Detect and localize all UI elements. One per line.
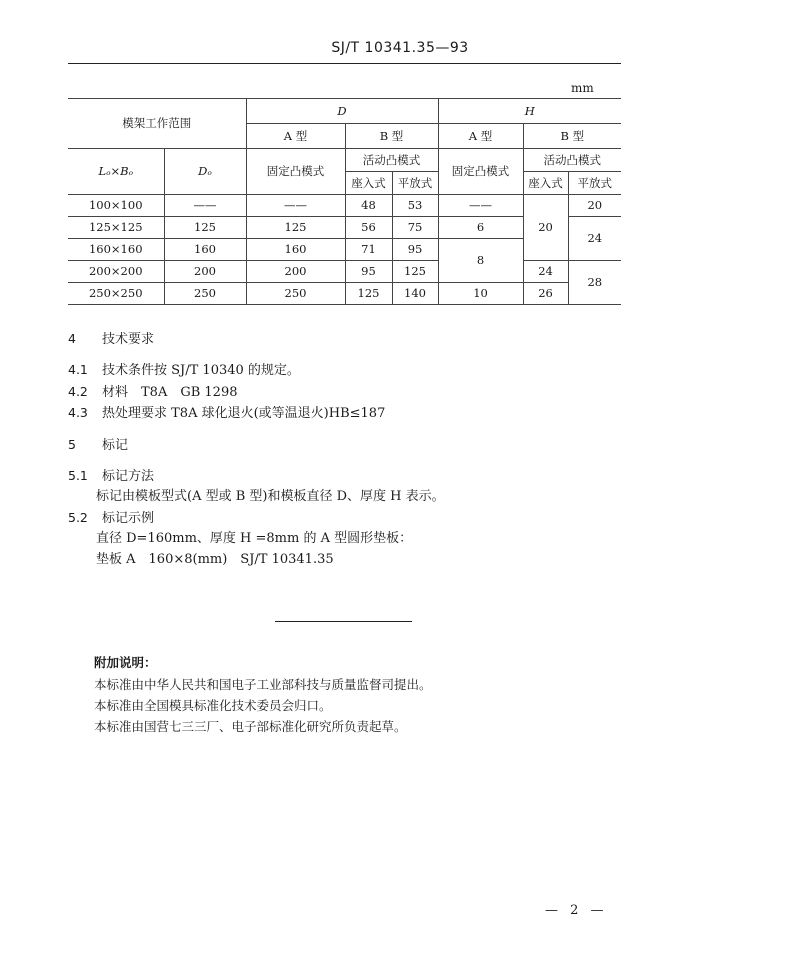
clause-number: 5.1 bbox=[68, 468, 88, 483]
section-title: 技术要求 bbox=[102, 332, 155, 347]
header-range: 模架工作范围 bbox=[68, 99, 246, 149]
cell-d-a: 125 bbox=[246, 217, 345, 239]
cell-d0: 250 bbox=[164, 283, 246, 305]
cell-d-b-seat: 48 bbox=[345, 195, 392, 217]
section-5-heading bbox=[68, 436, 128, 455]
header-h-fixed: 固定凸模式 bbox=[438, 149, 523, 195]
cell-d-b-seat: 56 bbox=[345, 217, 392, 239]
notes-line: 本标准由中华人民共和国电子工业部科技与质量监督司提出。 bbox=[94, 677, 432, 692]
cell-lb: 250×250 bbox=[68, 283, 164, 305]
section-4-heading bbox=[68, 330, 154, 349]
cell-d-b-flat: 95 bbox=[392, 239, 438, 261]
header-d-b-type: B 型 bbox=[345, 124, 438, 149]
header-lb: Lₒ×Bₒ bbox=[68, 149, 164, 195]
cell-d-b-flat: 140 bbox=[392, 283, 438, 305]
cell-h-b-flat: 20 bbox=[568, 195, 621, 217]
clause-5-1 bbox=[68, 467, 154, 486]
notes-line: 本标准由全国模具标准化技术委员会归口。 bbox=[94, 698, 332, 713]
clause-number: 4.1 bbox=[68, 362, 88, 377]
cell-d-a: 250 bbox=[246, 283, 345, 305]
cell-d0: 200 bbox=[164, 261, 246, 283]
cell-h-b-flat: 28 bbox=[568, 261, 621, 305]
clause-number: 5.2 bbox=[68, 510, 88, 525]
clause-4-2 bbox=[68, 383, 238, 402]
cell-h-b-seat: 24 bbox=[523, 261, 568, 283]
clause-5-2 bbox=[68, 509, 154, 528]
cell-lb: 160×160 bbox=[68, 239, 164, 261]
cell-d-b-flat: 75 bbox=[392, 217, 438, 239]
clause-4-1 bbox=[68, 361, 300, 380]
cell-h-b-seat: 26 bbox=[523, 283, 568, 305]
table-row bbox=[68, 261, 621, 283]
section-number: 4 bbox=[68, 331, 76, 346]
clause-4-3 bbox=[68, 404, 385, 423]
header-h-flat: 平放式 bbox=[568, 172, 621, 195]
clause-title: 标记示例 bbox=[102, 511, 155, 526]
table-row bbox=[68, 283, 621, 305]
header-d-a-type: A 型 bbox=[246, 124, 345, 149]
header-h-moving: 活动凸模式 bbox=[523, 149, 621, 172]
clause-number: 4.3 bbox=[68, 405, 88, 420]
cell-h-a: —— bbox=[438, 195, 523, 217]
header-h-seat: 座入式 bbox=[523, 172, 568, 195]
clause-text: 技术条件按 SJ/T 10340 的规定。 bbox=[102, 363, 300, 378]
page-number: — 2 — bbox=[545, 903, 608, 918]
header-h: H bbox=[438, 99, 621, 124]
cell-lb: 100×100 bbox=[68, 195, 164, 217]
clause-5-1-text: 标记由模板型式(A 型或 B 型)和模板直径 D、厚度 H 表示。 bbox=[96, 489, 445, 504]
section-title: 标记 bbox=[102, 438, 129, 453]
header-h-b-type: B 型 bbox=[523, 124, 621, 149]
cell-d-b-seat: 125 bbox=[345, 283, 392, 305]
cell-h-a: 8 bbox=[438, 239, 523, 283]
notes-line: 本标准由国营七三三厂、电子部标准化研究所负责起草。 bbox=[94, 719, 407, 734]
notes-title: 附加说明： bbox=[94, 655, 157, 670]
cell-d-a: 200 bbox=[246, 261, 345, 283]
clause-5-2-example: 直径 D=160mm、厚度 H =8mm 的 A 型圆形垫板： bbox=[96, 531, 413, 546]
clause-title: 标记方法 bbox=[102, 469, 155, 484]
cell-d0: —— bbox=[164, 195, 246, 217]
cell-d0: 160 bbox=[164, 239, 246, 261]
clause-5-2-marking: 垫板 A 160×8(mm) SJ/T 10341.35 bbox=[96, 552, 334, 567]
cell-h-b-seat: 20 bbox=[523, 195, 568, 261]
table-row bbox=[68, 195, 621, 217]
clause-number: 4.2 bbox=[68, 384, 88, 399]
header-d0: Dₒ bbox=[164, 149, 246, 195]
unit-label: mm bbox=[571, 81, 594, 95]
cell-d0: 125 bbox=[164, 217, 246, 239]
cell-d-a: 160 bbox=[246, 239, 345, 261]
clause-text: 材料 T8A GB 1298 bbox=[102, 385, 238, 400]
header-d: D bbox=[246, 99, 438, 124]
cell-d-b-flat: 53 bbox=[392, 195, 438, 217]
clause-text: 热处理要求 T8A 球化退火(或等温退火)HB≤187 bbox=[102, 406, 386, 421]
section-number: 5 bbox=[68, 437, 76, 452]
document-code: SJ/T 10341.35—93 bbox=[331, 40, 469, 56]
cell-d-a: —— bbox=[246, 195, 345, 217]
header-d-fixed: 固定凸模式 bbox=[246, 149, 345, 195]
cell-d-b-seat: 71 bbox=[345, 239, 392, 261]
cell-h-a: 10 bbox=[438, 283, 523, 305]
cell-h-b-flat: 24 bbox=[568, 217, 621, 261]
dimension-table bbox=[68, 98, 621, 305]
cell-h-a: 6 bbox=[438, 217, 523, 239]
divider-rule bbox=[275, 621, 412, 622]
cell-d-b-seat: 95 bbox=[345, 261, 392, 283]
cell-lb: 200×200 bbox=[68, 261, 164, 283]
cell-lb: 125×125 bbox=[68, 217, 164, 239]
header-h-a-type: A 型 bbox=[438, 124, 523, 149]
header-d-moving: 活动凸模式 bbox=[345, 149, 438, 172]
header-d-seat: 座入式 bbox=[345, 172, 392, 195]
header-d-flat: 平放式 bbox=[392, 172, 438, 195]
cell-d-b-flat: 125 bbox=[392, 261, 438, 283]
header-rule bbox=[68, 63, 621, 64]
